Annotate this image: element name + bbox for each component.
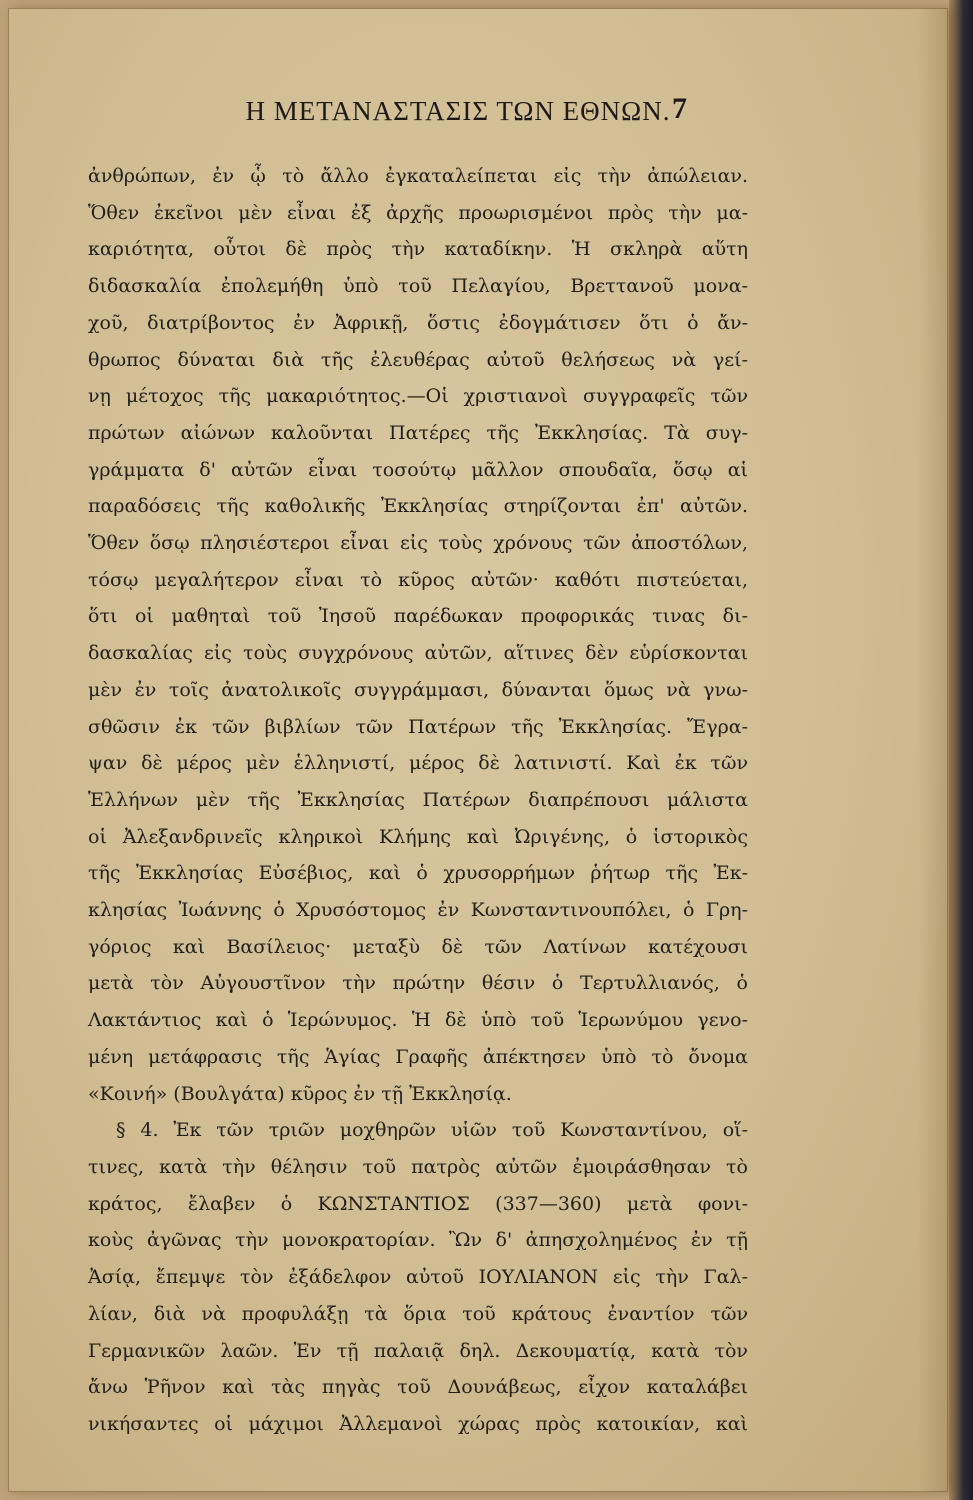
text-line: σθῶσιν ἐκ τῶν βιβλίων τῶν Πατέρων τῆς Ἐκκλησίας. Ἔγρα- <box>88 715 748 738</box>
text-line: τινες, κατὰ τὴν θέλησιν τοῦ πατρὸς αὐτῶν ἐμοιράσθησαν τὸ <box>88 1155 748 1178</box>
text-line: πρώτων αἰώνων καλοῦνται Πατέρες τῆς Ἐκκλησίας. Τὰ συγ- <box>88 421 748 444</box>
text-line: ἀνθρώπων, ἐν ᾧ τὸ ἄλλο ἐγκαταλείπεται εἰς τὴν ἀπώλειαν. <box>88 165 748 187</box>
text-line: μετὰ τὸν Αὐγουστῖνον τὴν πρώτην θέσιν ὁ Τερτυλλιανός, ὁ <box>88 972 748 995</box>
text-line: μὲν ἐν τοῖς ἀνατολικοῖς συγγράμμασι, δύνανται ὅμως νὰ γνω- <box>88 678 748 701</box>
page-number: 7 <box>672 92 687 125</box>
text-line: καριότητα, οὗτοι δὲ πρὸς τὴν καταδίκην. Ἡ σκληρὰ αὕτη <box>88 238 748 261</box>
text-line: ἄνω Ῥῆνον καὶ τὰς πηγὰς τοῦ Δουνάβεως, εἶχον καταλάβει <box>88 1376 748 1399</box>
text-line: Ὅθεν ἐκεῖνοι μὲν εἶναι ἐξ ἀρχῆς προωρισμένοι πρὸς τὴν μα- <box>88 201 748 224</box>
text-line: ψαν δὲ μέρος μὲν ἑλληνιστί, μέρος δὲ λατινιστί. Καὶ ἐκ τῶν <box>88 752 748 775</box>
text-line: λίαν, διὰ νὰ προφυλάξῃ τὰ ὅρια τοῦ κράτους ἐναντίον τῶν <box>88 1302 748 1325</box>
text-line: τόσῳ μεγαλήτερον εἶναι τὸ κῦρος αὐτῶν· καθότι πιστεύεται, <box>88 568 748 591</box>
text-line: γράμματα δ' αὐτῶν εἶναι τοσούτῳ μᾶλλον σπουδαῖα, ὅσῳ αἱ <box>88 458 748 481</box>
text-line: οἱ Ἀλεξανδρινεῖς κληρικοὶ Κλήμης καὶ Ὠριγένης, ὁ ἱστορικὸς <box>88 825 748 848</box>
text-line: ὅτι οἱ μαθηταὶ τοῦ Ἰησοῦ παρέδωκαν προφορικάς τινας δι- <box>88 605 748 628</box>
text-line: Λακτάντιος καὶ ὁ Ἱερώνυμος. Ἡ δὲ ὑπὸ τοῦ Ἱερωνύμου γενο- <box>88 1009 748 1032</box>
text-line: «Κοινή» (Βουλγάτα) κῦρος ἐν τῇ Ἐκκλησίᾳ. <box>88 1082 512 1105</box>
book-page <box>8 8 948 1492</box>
text-line: παραδόσεις τῆς καθολικῆς Ἐκκλησίας στηρίζονται ἐπ' αὐτῶν. <box>88 495 748 518</box>
text-line: νῃ μέτοχος τῆς μακαριότητος.—Οἱ χριστιανοὶ συγγραφεῖς τῶν <box>88 385 748 408</box>
text-line: γόριος καὶ Βασίλειος· μεταξὺ δὲ τῶν Λατίνων κατέχουσι <box>88 935 748 958</box>
text-line: κράτος, ἔλαβεν ὁ ΚΩΝΣΤΑΝΤΙΟΣ (337—360) μετὰ φονι- <box>88 1192 748 1215</box>
text-line: § 4. Ἐκ τῶν τριῶν μοχθηρῶν υἱῶν τοῦ Κωνσταντίνου, οἵ- <box>116 1119 748 1142</box>
text-line: κλησίας Ἰωάννης ὁ Χρυσόστομος ἐν Κωνσταντινουπόλει, ὁ Γρη- <box>88 899 748 922</box>
text-line: κοὺς ἀγῶνας τὴν μονοκρατορίαν. Ὢν δ' ἀπησχολημένος ἐν τῇ <box>88 1229 748 1252</box>
body-text <box>88 158 748 1443</box>
text-line: δασκαλίας εἰς τοὺς συγχρόνους αὐτῶν, αἵτινες δὲν εὑρίσκονται <box>88 642 748 665</box>
text-line: χοῦ, διατρίβοντος ἐν Ἀφρικῇ, ὅστις ἐδογμάτισεν ὅτι ὁ ἄν- <box>88 311 748 334</box>
text-line: Ἑλλήνων μὲν τῆς Ἐκκλησίας Πατέρων διαπρέπουσι μάλιστα <box>88 788 748 811</box>
book-spine <box>949 0 973 1500</box>
text-line: μένη μετάφρασις τῆς Ἁγίας Γραφῆς ἀπέκτησεν ὑπὸ τὸ ὄνομα <box>88 1045 748 1068</box>
text-line: διδασκαλία ἐπολεμήθη ὑπὸ τοῦ Πελαγίου, Βρεττανοῦ μονα- <box>88 275 748 298</box>
text-line: Γερμανικῶν λαῶν. Ἐν τῇ παλαιᾷ δηλ. Δεκουματίᾳ, κατὰ τὸν <box>88 1339 748 1362</box>
text-line: τῆς Ἐκκλησίας Εὐσέβιος, καὶ ὁ χρυσορρήμων ῥήτωρ τῆς Ἐκ- <box>88 862 748 885</box>
text-line: νικήσαντες οἱ μάχιμοι Ἀλλεμανοὶ χώρας πρὸς κατοικίαν, καὶ <box>88 1412 748 1435</box>
running-header: Η ΜΕΤΑΝΑΣΤΑΣΙΣ ΤΩΝ ΕΘΝΩΝ. <box>245 96 671 126</box>
text-line: θρωπος δύναται διὰ τῆς ἐλευθέρας αὐτοῦ θελήσεως νὰ γεί- <box>88 348 748 371</box>
text-line: Ἀσίᾳ, ἔπεμψε τὸν ἐξάδελφον αὐτοῦ ΙΟΥΛΙΑΝΟΝ εἰς τὴν Γαλ- <box>88 1266 748 1289</box>
text-line: Ὅθεν ὅσῳ πλησιέστεροι εἶναι εἰς τοὺς χρόνους τῶν ἀποστόλων, <box>88 532 748 555</box>
